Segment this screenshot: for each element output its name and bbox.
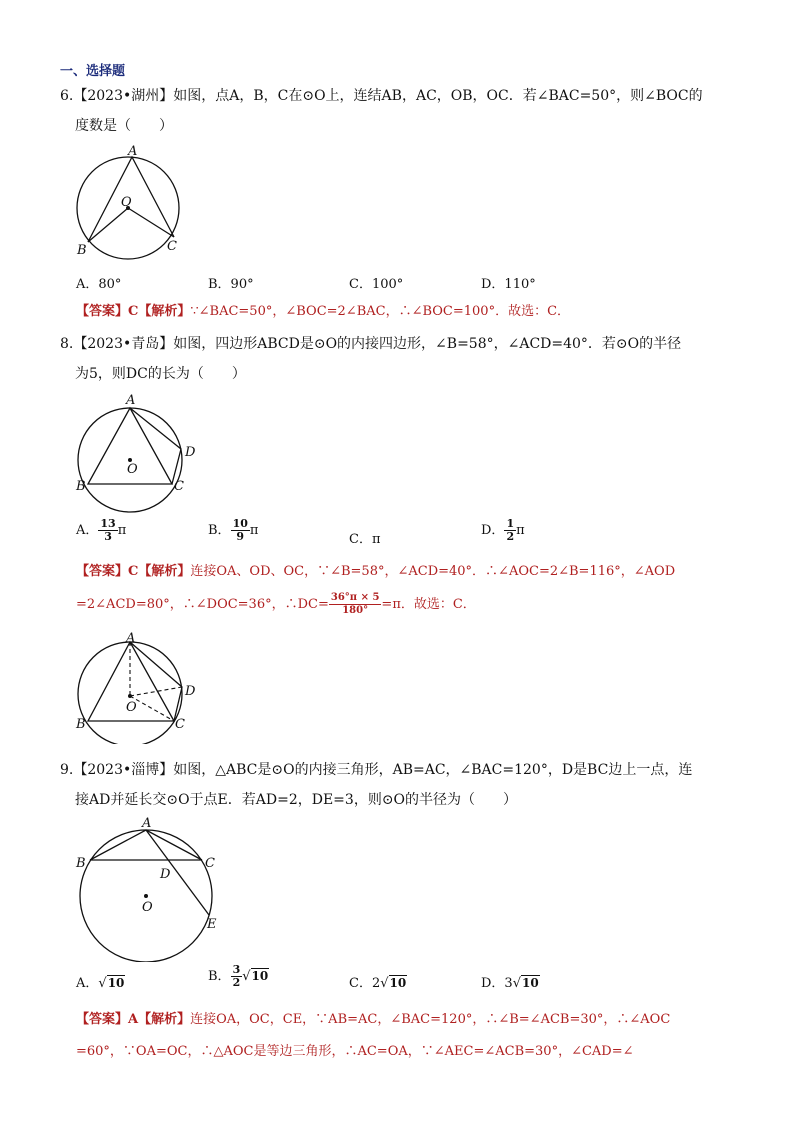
q9-option-a-label: A． bbox=[76, 976, 99, 991]
q8-option-b-num: 10 bbox=[232, 517, 248, 530]
q9-option-b-label: B． bbox=[208, 969, 231, 984]
q8-option-a-num: 13 bbox=[100, 517, 116, 530]
q9-option-a-rad: 10 bbox=[107, 976, 125, 990]
q8-option-a-label: A． bbox=[76, 523, 99, 538]
q9-option-c-label: C．2 bbox=[349, 976, 381, 991]
q9-segment-ae bbox=[146, 830, 209, 915]
q9-label-a: A bbox=[142, 816, 152, 831]
q9-answer-line2: =60°，∵OA=OC，∴△AOC是等边三角形，∴AC=OA，∵∠AEC=∠ACB=30°，∠CAD=∠ bbox=[76, 1044, 634, 1059]
q8-option-b-tail: π bbox=[249, 523, 259, 538]
q6-label-b: B bbox=[77, 243, 87, 258]
q9-option-b-num: 3 bbox=[232, 963, 241, 976]
q6-option-b: B．90° bbox=[208, 277, 254, 292]
q8-option-d bbox=[481, 518, 525, 543]
q8-option-a bbox=[76, 518, 126, 543]
q9-option-b-rad: 10 bbox=[251, 969, 269, 983]
q8-sol-label-c: C bbox=[175, 717, 185, 732]
q8-option-d-num: 1 bbox=[506, 517, 515, 530]
section-title: 一、选择题 bbox=[60, 64, 126, 79]
q9-option-a: A．√10 bbox=[76, 976, 125, 991]
q8-option-c: C．π bbox=[349, 532, 381, 547]
q8-answer-line2 bbox=[76, 592, 476, 617]
q8-sol-label-d: D bbox=[185, 684, 196, 699]
q9-label-e: E bbox=[207, 917, 217, 932]
q9-answer-line1 bbox=[76, 1010, 670, 1030]
q6-answer-tag: 【答案】C【解析】 bbox=[76, 304, 191, 319]
q8-answer-text2-pre: =2∠ACD=80°，∴∠DOC=36°，∴DC= bbox=[76, 597, 329, 612]
q8-answer-frac-den: 180° bbox=[342, 605, 369, 616]
q9-label-c: C bbox=[205, 856, 215, 871]
q9-option-c-rad: 10 bbox=[389, 976, 407, 990]
q8-sol-label-b: B bbox=[76, 717, 86, 732]
q8-option-d-tail: π bbox=[516, 523, 525, 538]
q8-solution-figure bbox=[70, 632, 210, 744]
q8-label-b: B bbox=[76, 479, 86, 494]
q8-label-a: A bbox=[126, 393, 136, 408]
q6-answer-text: ∵∠BAC=50°，∠BOC=2∠BAC，∴∠BOC=100°．故选：C． bbox=[190, 304, 571, 319]
q9-label-o: O bbox=[142, 900, 153, 915]
q9-option-b: B． $\frac{3}{2}$ √10 bbox=[208, 963, 269, 989]
q8-answer-text2-post: =π．故选：C． bbox=[381, 597, 476, 612]
q6-answer bbox=[76, 302, 570, 322]
q8-answer-frac-num: 36°π × 5 bbox=[330, 592, 380, 603]
q8-label-c: C bbox=[174, 479, 184, 494]
q8-option-d-label: D． bbox=[481, 523, 505, 538]
q8-stem-line1: 8.【2023•青岛】如图，四边形ABCD是⊙O的内接四边形，∠B=58°，∠ACD=40°．若⊙O的半径 bbox=[60, 336, 682, 352]
q6-stem-line2: 度数是（ ） bbox=[75, 118, 173, 134]
q8-answer-tag: 【答案】C【解析】 bbox=[76, 564, 191, 579]
q9-option-d: D．3√10 bbox=[481, 976, 539, 991]
q9-center-dot bbox=[144, 894, 148, 898]
q8-sol-quad-side bbox=[130, 642, 182, 721]
q8-option-d-den: 2 bbox=[506, 530, 515, 543]
q6-option-d: D．110° bbox=[481, 277, 536, 292]
q9-option-d-rad: 10 bbox=[522, 976, 539, 990]
q9-stem-line1: 9.【2023•淄博】如图，△ABC是⊙O的内接三角形，AB=AC，∠BAC=120°，D是BC边上一点，连 bbox=[60, 762, 693, 778]
q6-option-a: A．80° bbox=[76, 277, 122, 292]
q8-answer-text1: 连接OA、OD、OC，∵∠B=58°，∠ACD=40°．∴∠AOC=2∠B=116°，∠AOD bbox=[190, 564, 676, 579]
q9-option-d-label: D．3 bbox=[481, 976, 513, 991]
q9-figure bbox=[68, 812, 228, 962]
q6-label-a: A bbox=[128, 144, 138, 159]
q9-label-d: D bbox=[160, 867, 171, 882]
q6-label-o: O bbox=[121, 195, 132, 210]
q8-sol-label-a: A bbox=[126, 632, 136, 646]
q8-answer-line1 bbox=[76, 562, 675, 582]
q9-option-c: C．2√10 bbox=[349, 976, 407, 991]
q9-answer-text1: 连接OA，OC，CE，∵AB=AC，∠BAC=120°，∴∠B=∠ACB=30°，∴∠AOC bbox=[190, 1012, 671, 1027]
q9-label-b: B bbox=[76, 856, 86, 871]
q8-option-b-label: B． bbox=[208, 523, 231, 538]
q8-label-o: O bbox=[127, 462, 138, 477]
q9-answer-tag: 【答案】A【解析】 bbox=[76, 1012, 191, 1027]
q8-option-b-den: 9 bbox=[236, 530, 245, 543]
q8-sol-center-dot bbox=[128, 694, 132, 698]
q8-stem-line2: 为5，则DC的长为（ ） bbox=[75, 366, 246, 382]
q8-option-b bbox=[208, 518, 258, 543]
q9-sides-ab-ac bbox=[90, 830, 202, 860]
q9-option-b-den: 2 bbox=[232, 976, 241, 989]
q6-figure bbox=[68, 142, 188, 260]
q8-sol-label-o: O bbox=[126, 700, 137, 715]
q8-option-a-tail: π bbox=[117, 523, 127, 538]
q8-figure bbox=[70, 390, 210, 515]
q6-stem-line1: 6.【2023•湖州】如图，点A，B，C在⊙O上，连结AB，AC，OB，OC．若∠BAC=50°，则∠BOC的 bbox=[60, 88, 703, 104]
q6-option-c: C．100° bbox=[349, 277, 404, 292]
q8-option-a-den: 3 bbox=[104, 530, 112, 543]
q9-stem-line2: 接AD并延长交⊙O于点E．若AD=2，DE=3，则⊙O的半径为（ ） bbox=[75, 792, 518, 808]
q6-label-c: C bbox=[167, 239, 177, 254]
q8-label-d: D bbox=[185, 445, 196, 460]
